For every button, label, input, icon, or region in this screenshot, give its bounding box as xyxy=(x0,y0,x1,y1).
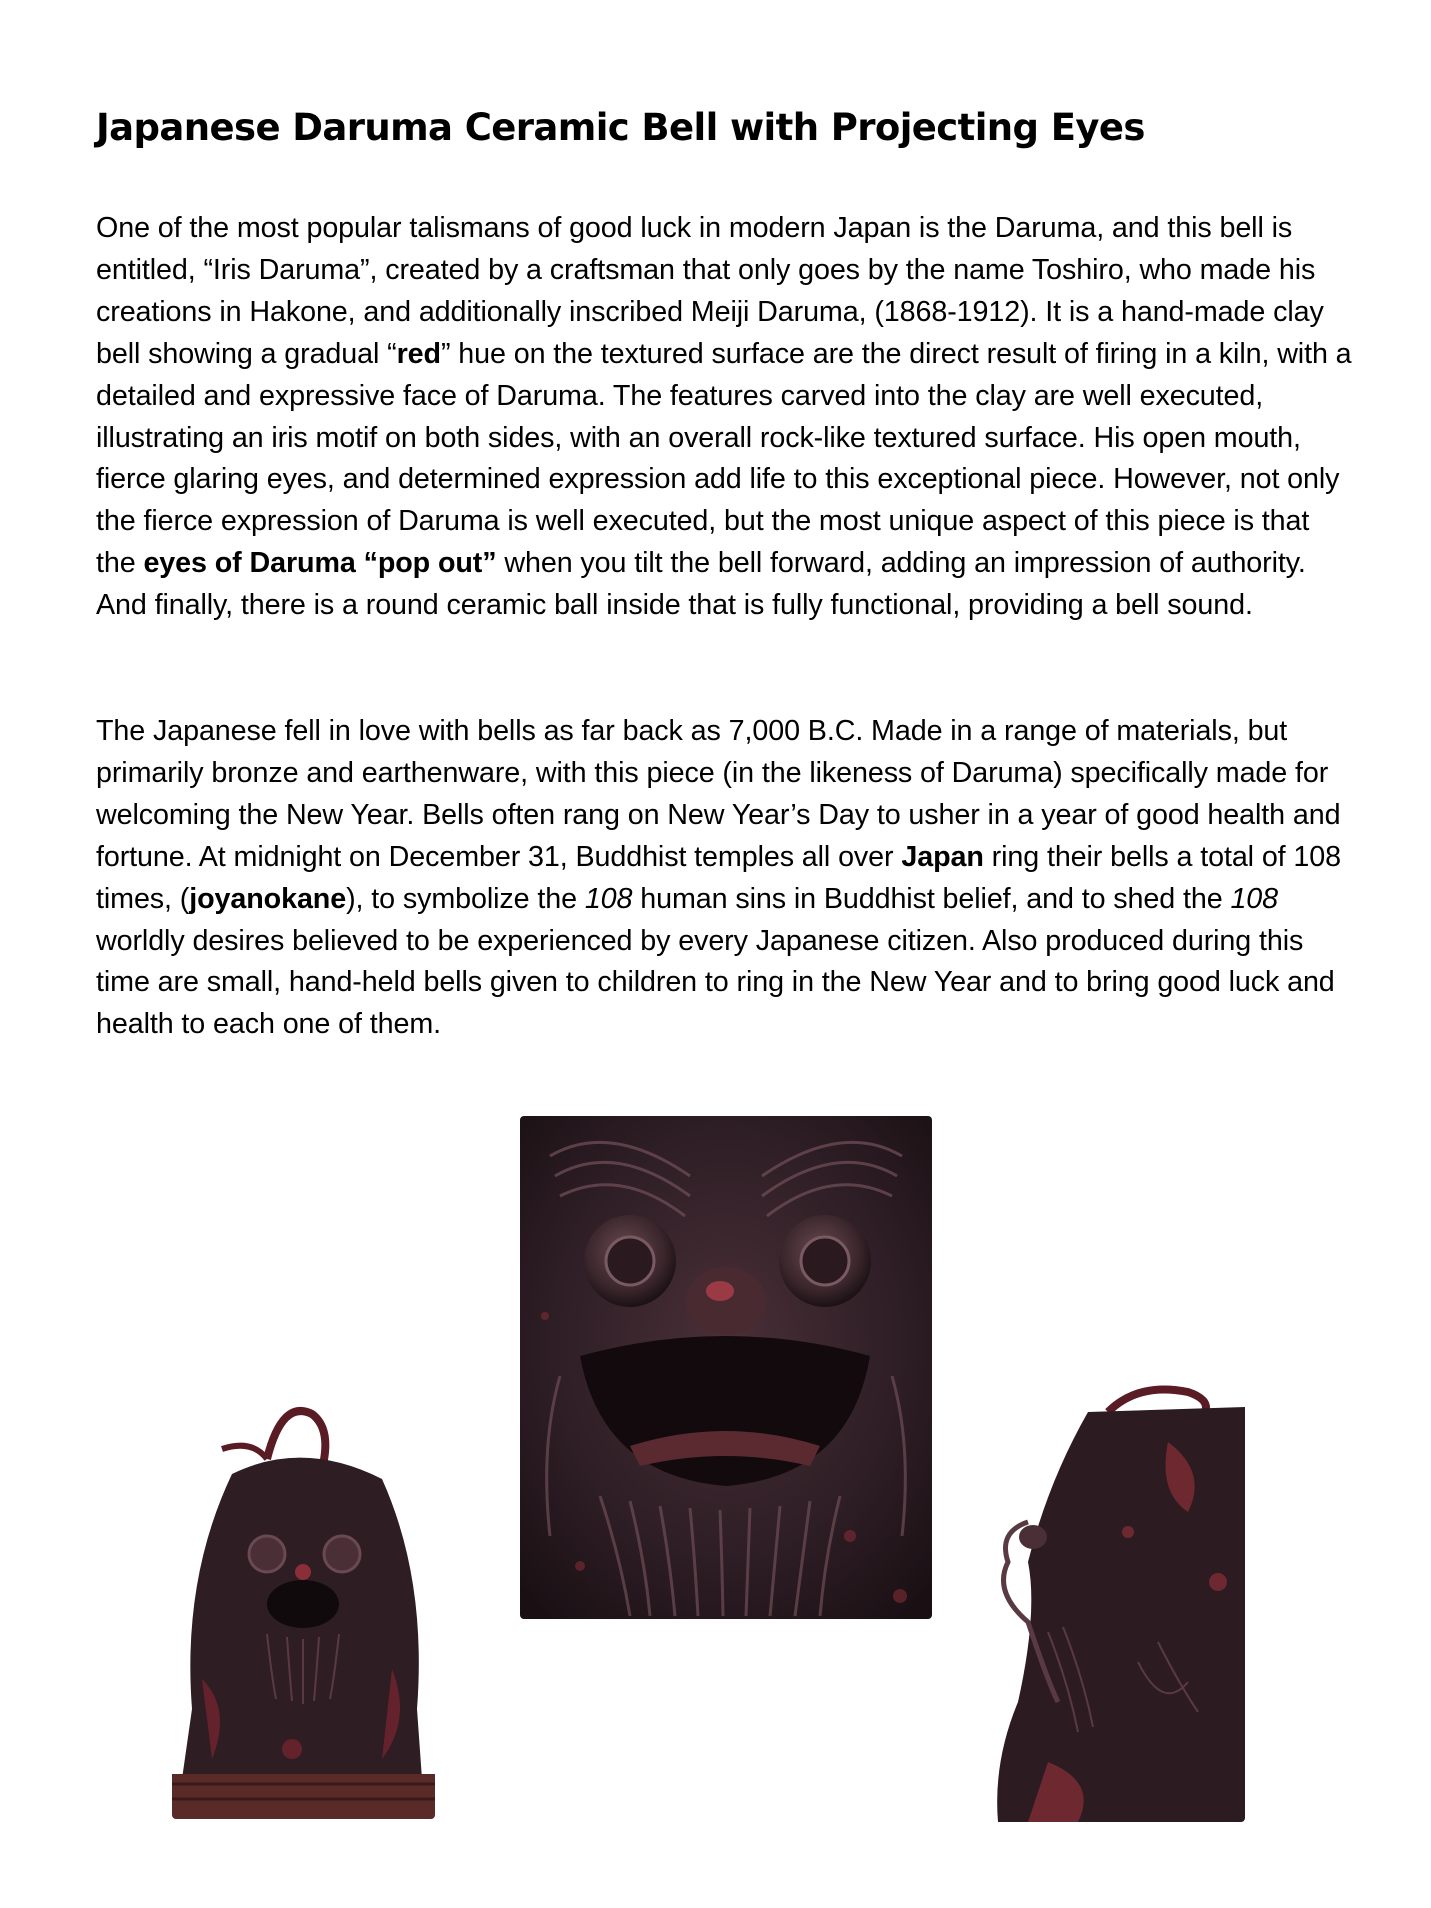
daruma-bell-front-photo xyxy=(172,1379,435,1819)
text-run: ring their bells a total of 108 times, ( xyxy=(96,840,1341,915)
text-run: worldly desires believed to be experienced by every Japanese citizen. Also produced during this time are small, hand-held bells given to children to ring in the New Year and to bring good luck and health to each one of them. xyxy=(96,924,1335,1041)
italic-run: 108 xyxy=(584,882,633,915)
bold-run: Japan xyxy=(901,840,984,873)
bold-run: eyes of Daruma “pop out” xyxy=(143,547,497,580)
text-run: human sins in Buddhist belief, and to shed the xyxy=(632,882,1231,915)
text-run: The Japanese fell in love with bells as far back as 7,000 B.C. Made in a range of materials, but primarily bronze and earthenware, with this piece (in the likeness of Daruma) specifically made for welcoming the New Year. Bells often rang on New Year’s Day to usher in a year of good health and fortune. At midnight on December 31, Buddhist temples all over xyxy=(96,715,1341,873)
page-title: Japanese Daruma Ceramic Bell with Projecting Eyes xyxy=(96,106,1145,149)
text-run: One of the most popular talismans of good luck in modern Japan is the Daruma, and this bell is entitled, “Iris Daruma”, created by a craftsman that only goes by the name Toshiro, who made his creations in Hakone, and additionally inscribed Meiji Daruma, (1868-1912). It is a hand-made clay bell showing a gradual “ xyxy=(96,212,1324,370)
paragraph-history xyxy=(96,711,1356,1046)
daruma-face-closeup-photo xyxy=(520,1116,932,1619)
daruma-bell-side-photo xyxy=(988,1382,1245,1822)
text-run: ), to symbolize the xyxy=(346,882,585,915)
text-run: when you tilt the bell forward, adding an impression of authority. And finally, there is a round ceramic ball inside that is fully functional, providing a bell sound. xyxy=(96,547,1306,622)
text-run: ” hue on the textured surface are the direct result of firing in a kiln, with a detailed and expressive face of Daruma. The features carved into the clay are well executed, illustrating an iris motif on both sides, with an overall rock-like textured surface. His open mouth, fierce glaring eyes, and determined expression add life to this exceptional piece. However, not only the fierce expression of Daruma is well executed, but the most unique aspect of this piece is that the xyxy=(96,337,1352,580)
paragraph-description xyxy=(96,208,1356,627)
italic-run: 108 xyxy=(1230,882,1279,915)
bold-run: joyanokane xyxy=(189,882,347,915)
bold-run: red xyxy=(396,337,441,370)
